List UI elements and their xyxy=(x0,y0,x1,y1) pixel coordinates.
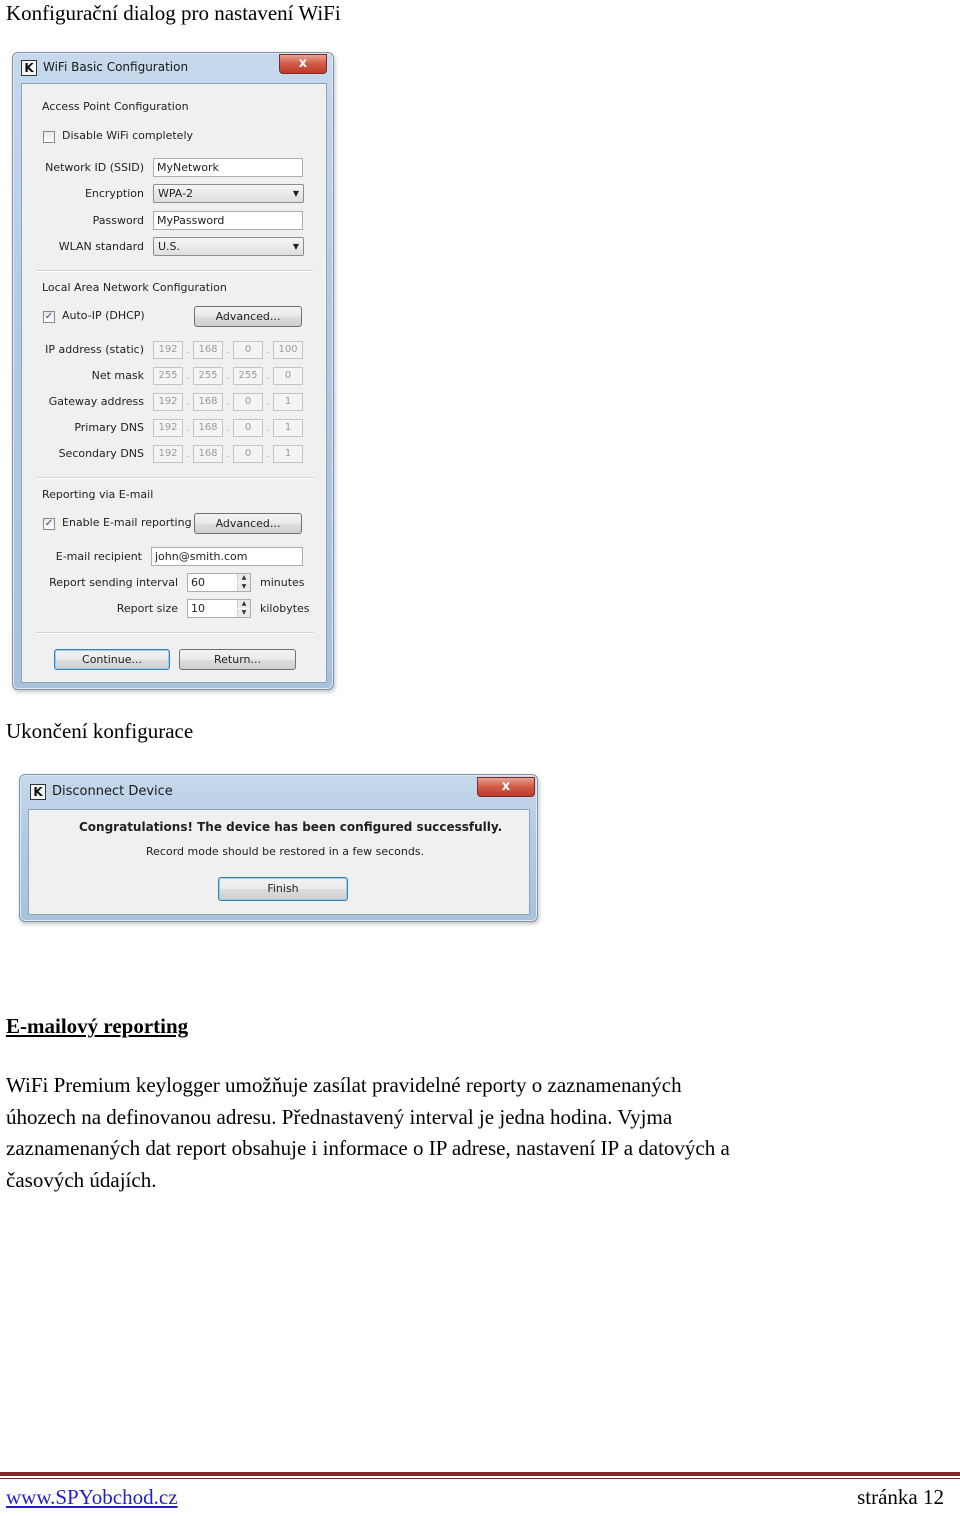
ip-separator: . xyxy=(226,345,230,356)
ip-octet-field[interactable]: 192 xyxy=(153,419,183,437)
ip-separator: . xyxy=(266,345,270,356)
report-size-value: 10 xyxy=(191,602,205,615)
email-advanced-button[interactable]: Advanced... xyxy=(194,513,302,534)
report-size-unit: kilobytes xyxy=(260,602,310,615)
ip-octet-field[interactable]: 1 xyxy=(273,445,303,463)
report-interval-value: 60 xyxy=(191,576,205,589)
encryption-label: Encryption xyxy=(84,187,144,200)
email-recipient-label: E-mail recipient xyxy=(55,550,142,563)
wifi-config-titlebar[interactable] xyxy=(13,53,333,81)
ip-octet-field[interactable]: 168 xyxy=(193,393,223,411)
page-number: stránka 12 xyxy=(857,1485,944,1509)
success-message: Congratulations! The device has been configured successfully. xyxy=(79,820,503,834)
disable-wifi-checkbox[interactable] xyxy=(43,131,55,143)
ip-separator: . xyxy=(266,449,270,460)
return-button[interactable]: Return... xyxy=(179,649,296,670)
disconnect-titlebar[interactable] xyxy=(20,775,537,803)
chevron-down-icon: ▼ xyxy=(292,189,299,198)
ssid-label: Network ID (SSID) xyxy=(45,161,144,174)
footer-rule xyxy=(0,1472,960,1476)
ip-row-label: Primary DNS xyxy=(74,421,144,434)
footer-rule-thin xyxy=(0,1478,960,1479)
ip-octet-field[interactable]: 168 xyxy=(193,445,223,463)
ip-row-label: IP address (static) xyxy=(45,343,144,356)
chevron-down-icon: ▼ xyxy=(292,242,299,251)
paragraph-line: zaznamenaných dat report obsahuje i informace o IP adrese, nastavení IP a datových a xyxy=(6,1136,730,1160)
email-recipient-input[interactable]: john@smith.com xyxy=(151,547,303,566)
ip-octet-field[interactable]: 100 xyxy=(273,341,303,359)
ip-separator: . xyxy=(186,345,190,356)
close-icon[interactable]: x xyxy=(477,777,535,797)
ip-row-label: Gateway address xyxy=(48,395,144,408)
report-interval-unit: minutes xyxy=(260,576,305,589)
lan-advanced-button[interactable]: Advanced... xyxy=(194,306,302,327)
paragraph-line: WiFi Premium keylogger umožňuje zasílat pravidelné reporty o zaznamenaných xyxy=(6,1073,682,1097)
divider xyxy=(36,477,314,479)
group-label-lan: Local Area Network Configuration xyxy=(42,281,227,294)
wlan-standard-label: WLAN standard xyxy=(58,240,144,253)
spin-down-icon[interactable]: ▼ xyxy=(237,609,250,617)
ip-separator: . xyxy=(226,423,230,434)
ip-octet-field[interactable]: 168 xyxy=(193,419,223,437)
ip-octet-field[interactable]: 0 xyxy=(233,393,263,411)
close-icon[interactable]: x xyxy=(279,54,327,74)
paragraph-line: úhozech na definovanou adresu. Přednastavený interval je jedna hodina. Vyjma xyxy=(6,1105,673,1129)
paragraph-line: časových údajích. xyxy=(6,1168,157,1192)
divider xyxy=(36,632,314,634)
ip-separator: . xyxy=(266,371,270,382)
ip-row-label: Net mask xyxy=(91,369,144,382)
section-heading-finish-config: Ukončení konfigurace xyxy=(6,719,194,743)
ip-separator: . xyxy=(266,423,270,434)
ssid-input[interactable]: MyNetwork xyxy=(153,158,303,177)
ip-separator: . xyxy=(226,449,230,460)
ip-separator: . xyxy=(186,423,190,434)
report-size-label: Report size xyxy=(116,602,178,615)
footer-website-link[interactable]: www.SPYobchod.cz xyxy=(6,1485,178,1509)
ip-octet-field[interactable]: 255 xyxy=(233,367,263,385)
continue-button[interactable]: Continue... xyxy=(54,649,170,670)
ip-octet-field[interactable]: 0 xyxy=(233,419,263,437)
ip-separator: . xyxy=(186,371,190,382)
record-mode-message: Record mode should be restored in a few seconds. xyxy=(146,845,425,858)
app-logo-icon: K xyxy=(30,784,46,800)
divider xyxy=(36,270,314,272)
ip-octet-field[interactable]: 1 xyxy=(273,419,303,437)
spin-down-icon[interactable]: ▼ xyxy=(237,583,250,591)
wifi-config-window xyxy=(12,52,334,690)
ip-separator: . xyxy=(226,371,230,382)
disconnect-client xyxy=(28,809,530,915)
report-interval-stepper[interactable] xyxy=(187,573,251,592)
window-title: Disconnect Device xyxy=(52,784,173,799)
finish-button[interactable]: Finish xyxy=(218,877,348,901)
ip-octet-field[interactable]: 0 xyxy=(273,367,303,385)
ip-octet-field[interactable]: 192 xyxy=(153,445,183,463)
ip-octet-field[interactable]: 0 xyxy=(233,445,263,463)
ip-octet-field[interactable]: 168 xyxy=(193,341,223,359)
ip-separator: . xyxy=(186,449,190,460)
disconnect-window xyxy=(19,774,538,922)
window-title: WiFi Basic Configuration xyxy=(43,60,189,74)
ip-octet-field[interactable]: 192 xyxy=(153,341,183,359)
ip-octet-field[interactable]: 255 xyxy=(193,367,223,385)
wifi-config-client xyxy=(21,83,327,683)
group-label-access-point: Access Point Configuration xyxy=(42,100,189,113)
ip-octet-field[interactable]: 192 xyxy=(153,393,183,411)
spin-up-icon[interactable]: ▲ xyxy=(237,574,250,582)
wlan-standard-value: U.S. xyxy=(158,240,181,253)
ip-separator: . xyxy=(186,397,190,408)
encryption-select[interactable] xyxy=(153,184,304,203)
spin-up-icon[interactable]: ▲ xyxy=(237,600,250,608)
enable-email-checkbox[interactable]: ✓ xyxy=(44,518,54,529)
password-input[interactable]: MyPassword xyxy=(153,211,303,230)
ip-octet-field[interactable]: 0 xyxy=(233,341,263,359)
section-heading-email-reporting: E-mailový reporting xyxy=(6,1014,189,1038)
group-label-email: Reporting via E-mail xyxy=(42,488,154,501)
ip-separator: . xyxy=(266,397,270,408)
auto-ip-checkbox[interactable]: ✓ xyxy=(44,311,54,322)
disable-wifi-label: Disable WiFi completely xyxy=(62,129,194,142)
section-heading-config-dialog: Konfigurační dialog pro nastavení WiFi xyxy=(6,1,341,25)
app-logo-icon: K xyxy=(21,60,37,76)
encryption-value: WPA-2 xyxy=(158,187,194,200)
wlan-standard-select[interactable] xyxy=(153,237,304,256)
password-label: Password xyxy=(92,214,144,227)
ip-row-label: Secondary DNS xyxy=(58,447,144,460)
enable-email-label: Enable E-mail reporting xyxy=(62,516,192,529)
auto-ip-label: Auto-IP (DHCP) xyxy=(62,309,145,322)
ip-separator: . xyxy=(226,397,230,408)
report-interval-label: Report sending interval xyxy=(49,576,178,589)
ip-octet-field[interactable]: 255 xyxy=(153,367,183,385)
ip-octet-field[interactable]: 1 xyxy=(273,393,303,411)
report-size-stepper[interactable] xyxy=(187,599,251,618)
